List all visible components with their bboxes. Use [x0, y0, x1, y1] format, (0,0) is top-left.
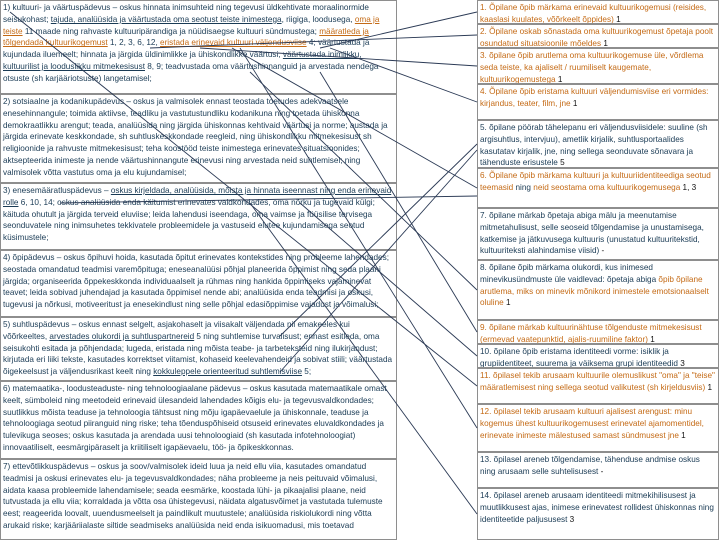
competence-box-4 — [0, 250, 397, 317]
text-segment: tajuda, analüüsida ja väärtustada oma seotust teiste inimestega — [50, 14, 282, 24]
text-segment: 6. Õpilane õpib märkama kultuuri ja kultuuriidentiteediga seotud teemasid — [480, 171, 711, 192]
outcome-box-4 — [477, 84, 719, 120]
text-segment: määratleda ja tõlgendada kultuurikogemust — [3, 26, 369, 48]
text-segment: 5) suhtluspädevus – oskus ennast selgelt, asjakohaselt ja viisakalt väljendada nii emakeeles kui võõrkeeltes, — [3, 320, 350, 341]
text-segment: väärtustada inimlikku, kultuurilist ja looduslikku mitmekesisust — [3, 50, 362, 71]
outcome-box-2 — [477, 24, 719, 48]
competence-box-3 — [0, 183, 397, 250]
text-segment: ; ennast esitleda, oma seisukohti esitada ja põhjendada; lugeda, eristada ning mõista teabe- ja tarbeteksteid ning ilukirjandust; kirjutada eri liiki tekste, kasutades korrektset viitamist, kohaseid keelevahendeid ja sobivat stiili; väärtustada õigekeelsust — [3, 331, 393, 377]
text-segment: 1, 3 — [682, 182, 697, 192]
text-segment: 9. õpilane märkab kultuurinähtuse tõlgendustе mitmekesisust (ermevad vaatepunktid, ajalis-ruumiline faktor) — [480, 323, 702, 344]
outcome-box-14 — [477, 488, 719, 540]
text-segment: 1 — [603, 38, 608, 48]
text-segment: 3. õpilane õpib arutlema oma kultuurikogemuse üle, võrdlema seda teiste, ka ajaliselt / ruumiliselt kaugemate, kultuurikogemustega — [480, 51, 704, 84]
outcome-box-1 — [477, 0, 719, 24]
text-segment: 4) õpipädevus – oskus õpihuvi hoida, kasutada õpitut erinevates kontekstides ning probleeme lahendades; seostada omandatud teadmisi varemõpituga; eneseanalüüsi põhjal planeerida õppimist ning seda plaani järgida; organiseerida õppekeskkonda individuaalselt ja rühmas ning hankida õppimiseks vajaminevat teavet; leida sobivad juhendajad ja kasutada õppimisel nende abi; analüüsida enda teadmisi ja oskusi, tugevusi ja nõrkusi, motiveeritust ja enesekindlust ning selle põhjal edasiõppimise vajadust ja võimalusi; — [3, 253, 389, 310]
outcome-box-9 — [477, 320, 719, 344]
text-segment: 1 — [505, 298, 511, 308]
text-segment: kokkuleppele orienteeritud suhtlemisviise — [153, 367, 303, 377]
text-segment: 8, 9; teadvustada oma väärtushinnanguid ja arvestada nendega otsuste (sh karjääriotsuste) langetamisel; — [3, 61, 379, 83]
competence-box-5 — [0, 317, 397, 381]
competence-box-7 — [0, 459, 397, 540]
text-segment: - — [600, 466, 604, 476]
text-segment: 4. Õpilane õpib eristama kultuuri väljendumisviise eri vormides: kirjandus, teater, film, jne — [480, 87, 709, 108]
text-segment: ning suhtlemise turvalisust — [203, 331, 300, 341]
text-segment: 6) matemaatika-, loodusteaduste- ning tehnoloogiaalane pädevus – oskus kasutada matemaatikale omast keelt, sümboleid ning meetodeid erinevaid ülesandeid lahendades kõigis elu- ja tegevusvaldkondades; suutlikkus mõista teaduse ja tehnoloogia tähtsust ning mõju igapäevaelule ja ühiskonnale, teaduse ja tehnoloogiaga seotud piiranguid ning riske; teha tõenduspõhiseid otsuseid erinevates eluvaldkondades ja tulevikuga seoses; oskus kasutada ja arendada uusi tehnoloogiaid (sh kasutada infotehnoloogiat) innovaatiliselt, eesmärgipäraselt ja kriitiliselt igapäevaelu, töö- ja õpikeskkonnas. — [3, 384, 387, 452]
outcome-box-5 — [477, 120, 719, 168]
text-segment: maade ning rahvaste kultuuripärandiga — [35, 26, 178, 36]
text-segment: , riigiga, loodusega, — [281, 14, 355, 24]
text-segment: 1 — [616, 14, 621, 24]
text-segment: 5; — [302, 367, 312, 377]
text-segment: 1, 2, 3, 6, 12, — [107, 38, 161, 48]
text-segment: 4; väärtustada ja kujundada iluemeelt; hinnata ja järgida üldinimlikke ja ühiskondlikke väärtusi, — [3, 38, 370, 60]
text-segment: 7. õpilane märkab õpetaja abiga mälu ja meenutamise mitmetahulisust, selle seoseid tõlgendamise ja unustamisega, katkemise ja jätkuvusega kultuuris (unustatud kultuuritekstid, kultuuriteksti alahindamise viisid) — [480, 211, 704, 256]
outcome-box-6 — [477, 168, 719, 208]
text-segment: 1) kultuuri- ja väärtuspädevus – oskus hinnata inimsuhteid ning tegevusi üldkehtivate moraalinormide seisukohast; — [3, 3, 369, 24]
text-segment: 1 — [707, 382, 713, 392]
competence-box-6 — [0, 381, 397, 459]
text-segment: eristada erinevaid kultuuri väljendusviise — [160, 38, 307, 48]
text-segment: õpib õpilane arutlema, miks on minevik mõnikord inimestele emotsionaalselt oluline — [480, 274, 709, 308]
text-segment: 12. õpilasel tekib arusaam kultuuri ajalisest arengust: minu kogemus ühest kultuurikogemusest erinevatel ajamomentidel, erinevate inimeste mälestused samast sündmusest jne — [480, 407, 704, 440]
text-segment: 1 — [681, 430, 686, 440]
text-segment: - — [601, 246, 605, 256]
text-segment: 3 — [680, 358, 685, 368]
outcome-box-7 — [477, 208, 719, 260]
text-segment: 6, 10, 14; oskus analüüsida enda käitumist erinevates valdkondades, oma nõrku ja tugevaid külgi; käituda ohutult ja järgida terveid eluviise; leida lahendusi iseendaga, oma vaimse ja füüsilise tervisega seonduvatele ning inimsuhetes tekkivatele probleemidele ja vastuseid elutee kujundamisega seotud küsimustele; — [3, 197, 375, 243]
text-segment: arvestades olukordi ja suhtluspartnereid — [49, 331, 195, 341]
text-segment: 1 — [557, 74, 563, 84]
outcome-box-13 — [477, 452, 719, 488]
text-segment: ning — [515, 182, 534, 192]
text-segment: oma ja teiste — [3, 14, 380, 36]
text-segment: 11 — [22, 26, 36, 36]
text-segment: 5. õpilane pöörab tähelepanu eri väljendusviisidele: suuline (sh argisuhtlus, intervjuu), ametlik kirjalik, suhtlusportaalides kasutatav kirjalik, jne, ning sellega seonduvate sõnavara ja tähenduste erisustele — [480, 123, 708, 168]
outcome-box-12 — [477, 404, 719, 452]
text-segment: 2) sotsiaalne ja kodanikupädevus – oskus ja valmisolek ennast teostada toetudes adekvaatsele enesehinnangule; toimida aktiivse, teadliku ja vastutustundliku kodanikuna ning toetada ühiskonna demokraatlikku arengut; teada, analüüsida ning järgida ühiskonnas kehtivaid väärtusi ja norme; austada ja järgida erinevate keskkondade, sh suhtluskeskkondade reegleid, ning ühiskondlikku mitmekesisust sh religioonide ja rahvuste mitmekesisust; teha koostööd teiste inimestega erinevates situatsioonides; aktsepteerida inimeste ja nende väärtushinnangute erinevusi ning arvestada neid suhtlemisel; ning valmisolek võtta vastutus oma ja elu kujundamisel; — [3, 97, 388, 177]
outcome-box-11 — [477, 368, 719, 404]
text-segment: 10. õpilane õpib eristama identiteedi vorme: isiklik ja grupiidentiteet, suurema ja väiksema grupi identiteedid — [480, 347, 681, 368]
text-segment: 11. õpilasel tekib arusaam kultuurile olemuslikust "oma" ja "teise" määratlemisest ning sellega seotud valikutest (sh kirjeldusviis) — [480, 371, 715, 392]
text-segment: 1 — [650, 334, 655, 344]
text-segment: 7) ettevõtlikkuspädevus – oskus ja soov/valmisolek ideid luua ja neid ellu viia, kasutades omandatud teadmisi ja oskusi erinevates elu- ja tegevusvaldkondades; näha probleeme ja neis peituvaid võimalusi, aidata kaasa probleemide lahendamisele; seada eesmärke, koostada lühi- ja pikaajalisi plaane, neid tutvustada ja ellu viia; korraldada ja võtta osa ühistegevusi, näidata algatusvõimet ja vastutada tulemuste eest; reageerida loovalt, uuendusmeelselt ja paindlikult muutustele; analüüsida riskiolukordi ning võtta arukaid riske; karjääriialaste siltide seadmiseks analüüsida neid enda isikuomadusi, mis toetavad — [3, 462, 383, 530]
text-segment: ja väljendusrikast keelt ning — [50, 367, 154, 377]
text-segment: neid seostama oma kultuurikogemusega — [533, 182, 683, 192]
text-segment: 13. õpilasel areneb tõlgendamise, tähenduse andmise oskus ning arusaam selle suhtelisusest — [480, 455, 700, 476]
text-segment: 1. Õpilane õpib märkama erinevaid kultuurikogemusi (reisides, kaaslasi kuulates, võõrkeelt õppides) — [480, 3, 707, 24]
competence-box-1 — [0, 0, 397, 94]
text-segment: 14. õpilasel areneb arusaam identiteedi mitmekihilisusest ja muutlikkusest ajas, inimese erinevatest rollidest ühiskonnas ning identiteetide paljususest — [480, 491, 714, 524]
text-segment: 3) enesemääratluspädevus – — [3, 186, 111, 195]
text-segment: 2. Õpilane oskab sõnastada oma kultuurikogemust õpetaja poolt osundatud situatsioonile mõeldes — [480, 27, 714, 48]
text-segment: 3 — [569, 514, 575, 524]
outcome-box-3 — [477, 48, 719, 84]
text-segment: oskus kirjeldada, analüüsida, mõista ja hinnata iseennast ning enda erinevaid rolle — [3, 186, 392, 207]
text-segment: 5 — [194, 331, 204, 341]
competence-box-2 — [0, 94, 397, 183]
outcome-box-10 — [477, 344, 719, 368]
text-segment: 8. õpilane õpib märkama olukordi, kus inimesed minevikusündmuste üle vaidlevad: õpetaja abiga — [480, 263, 659, 284]
text-segment: 1 — [572, 98, 578, 108]
text-segment: 5 — [560, 158, 565, 168]
text-segment: ja nüüdisaegse kultuuri sündmustega; — [177, 26, 320, 36]
outcome-box-8 — [477, 260, 719, 320]
